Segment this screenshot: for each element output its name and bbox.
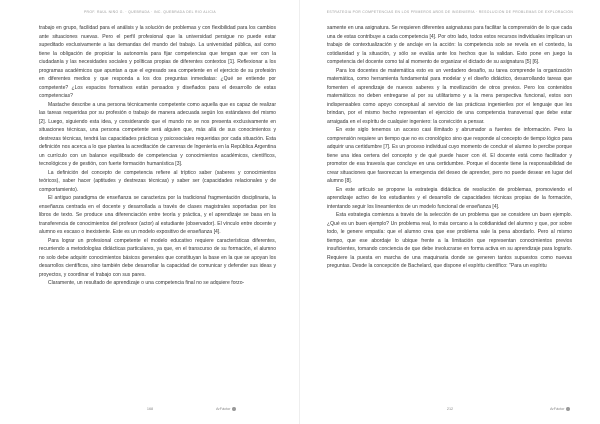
brand-label: ArFáctor [216,407,231,412]
brand-logo-icon [232,407,236,411]
brand-logo-icon [566,407,570,411]
right-running-head: ESTRATEGIA POR COMPETENCIAS EN LOS PRIMEROS AÑOS DE INGENIERÍA · RESOLUCIÓN DE PROBLEMAS DE EXPLORACIÓN [326,10,574,14]
right-page [300,0,600,424]
paragraph: Para lograr un profesional competente el modelo educativo requiere características diferentes, recurriendo a metodologías didácticas particulares, ya que, en el transcurso de su formación, el alumno no solo debe adquirir conocimientos básicos generales que constituyan la base en la que se apoyan los desarrollos científicos, sino también debe desarrollar la capacidad de comunicar y defender sus ideas y proyectos, y coordinar el trabajo con sus pares. [39,237,276,278]
paragraph: En este siglo tenemos un acceso casi ilimitado y abrumador a fuentes de información. Pero la comprensión requiere un tiempo que no es cronológico sino que responde al concepto de tiempo lógico para adquirir una certidumbre [7]. Es un proceso individual cuyo momento de concluir el alumno lo percibe porque tiene una idea certera del concepto y de qué puede hacer con él. El docente está como facilitador y promotor de esa travesía que concluye en una certidumbre. Porque el docente tiene la responsabilidad de crear situaciones que favorezcan la emergencia del deseo de aprender, pero no puede desear en lugar del alumno [8]. [327,127,572,185]
paragraph: La definición del concepto de competencia refiere al tríptico saber (saberes y conocimientos teóricos), saber hacer (aptitudes y destrezas técnicas) y saber ser (capacidades relacionales y de comportamiento). [39,169,276,193]
left-page-number: 168 [146,407,154,411]
left-brand-mark [216,407,236,411]
paragraph: En este artículo se propone la estrategia didáctica de resolución de problemas, promoviendo el aprendizaje activo de los estudiantes y el desarrollo de capacidades técnicas propias de la formación, intentando seguir los lineamientos de un modelo funcional de enseñanza [4]. [327,186,572,210]
brand-label: ArFáctor [550,407,565,412]
paragraph: samente en una asignatura. Se requieren diferentes asignaturas para facilitar la comprensión de lo que cada una de estas contribuye a cada competencia [4]. Por otro lado, todos estos recursos individuales implican un trabajo de contextualización y de anclaje en la acción: la competencia solo se revela en el contexto, la cotidianidad y la situación, y sólo se evalúa ante los hechos que la validan. Esto pone en juego la competencia del docente como tal al momento de organizar el dictado de su asignatura [5] [6]. [327,25,572,66]
right-page-number: 212 [446,407,454,411]
paragraph: Esta estrategia comienza a través de la selección de un problema que se considere un buen ejemplo. ¿Qué es un buen ejemplo? Un problema real, lo más cercano a la cotidianidad del alumno y que, por sobre todo, le genere empatía: que el alumno crea que ese problema vale la pena abordarlo. Pero al mismo tiempo, que ese abordaje lo ubique frente a la limitación que representan conocimientos previos insuficientes, tomando conciencia de que debe involucrarse en forma activa en su aprendizaje para lograrlo. Requiere la puesta en marcha de una maquinaria donde se generen tantos supuestos como nuevas preguntas. Desde la concepción de Bachelard, que dispone el espíritu científico: "Para un espíritu [327,212,572,270]
paragraph: El antiguo paradigma de enseñanza se caracteriza por la tradicional fragmentación disciplinaria, la enseñanza centrada en el docente y desarrollada a través de clases magistrales soportadas por los libros de texto. Se produce una diferenciación entre teoría y práctica, y el aprendizaje se basa en la transferencia de conocimientos del profesor (actor) al estudiante (observador). El vínculo entre docente y alumno es escaso o inexistente. Este es un modelo expositivo de enseñanza [4]. [39,195,276,236]
right-body-text [327,24,572,271]
left-running-head: PROF. RAÚL NIÑO G. · QUEBRADA · INC. QUEBRADA DEL RIO ALICIA [83,10,217,14]
paragraph: Claramente, un resultado de aprendizaje o una competencia final no se adquiere forzo- [48,280,245,287]
right-brand-mark [550,407,570,411]
left-body-text [39,24,276,288]
paragraph: trabajo en grupo, facilidad para el análisis y la solución de problemas y con flexibilidad para los cambios ante situaciones nuevas. Pero el perfil profesional que la universidad persigue no puede estar supeditado exclusivamente a las demandas del mundo del trabajo. La universidad pública, así como tiene la obligación de propiciar la autonomía para fijar competencias que tengan que ver con la ciudadanía y las necesidades sociales y políticas propias de diferentes contextos [1]. Reflexionar a los programas académicos que apuntan a que el egresado sea competente en el ejercicio de su profesión en diferentes medios y que responda a los dos preguntas inmediatas: ¿Qué se entiende por competente? ¿Los espacios formativos están pensados y diseñados para el desarrollo de estas competencias? [39,25,276,100]
paragraph: Mastache describe a una persona técnicamente competente como aquella que es capaz de realizar las tareas requeridas por su profesión o trabajo de manera adecuada según los estándares del mismo [2]. Luego, siguiendo esta idea, y considerando que el mundo no se nos presenta exclusivamente en situaciones técnicas, una persona competente será alguien que, más allá de sus conocimientos y destrezas técnicas, tendrá las capacidades prácticas y psicosociales requeridas por cada situación. Esta definición nos acerca a lo que plantea la acreditación de carreras de Ingeniería en la República Argentina un currículo con un balance equilibrado de competencias y conocimientos académicos, científicos, tecnológicos y de gestión, con fuerte formación humanística [3]. [39,101,276,168]
paragraph: Para los docentes de matemática esto es un verdadero desafío, su tarea comprende la organización matemática, como herramienta fundamental para modelar y el diseño didáctico, desarrollando tareas que fomenten el aprendizaje de nuevos saberes y la movilización de otros previos. Pero los contenidos matemáticos no deben entregarse al por su utilitarismo y a la mera perspectiva funcional, estos son indispensables como apoyo conceptual al servicio de las prácticas ingenieriles por el lenguaje que les brindan, por el mismo hecho representan el ejercicio de una competencia transversal que debe estar arraigada en el espíritu de cualquier ingeniero: la convicción a pensar. [327,67,572,125]
